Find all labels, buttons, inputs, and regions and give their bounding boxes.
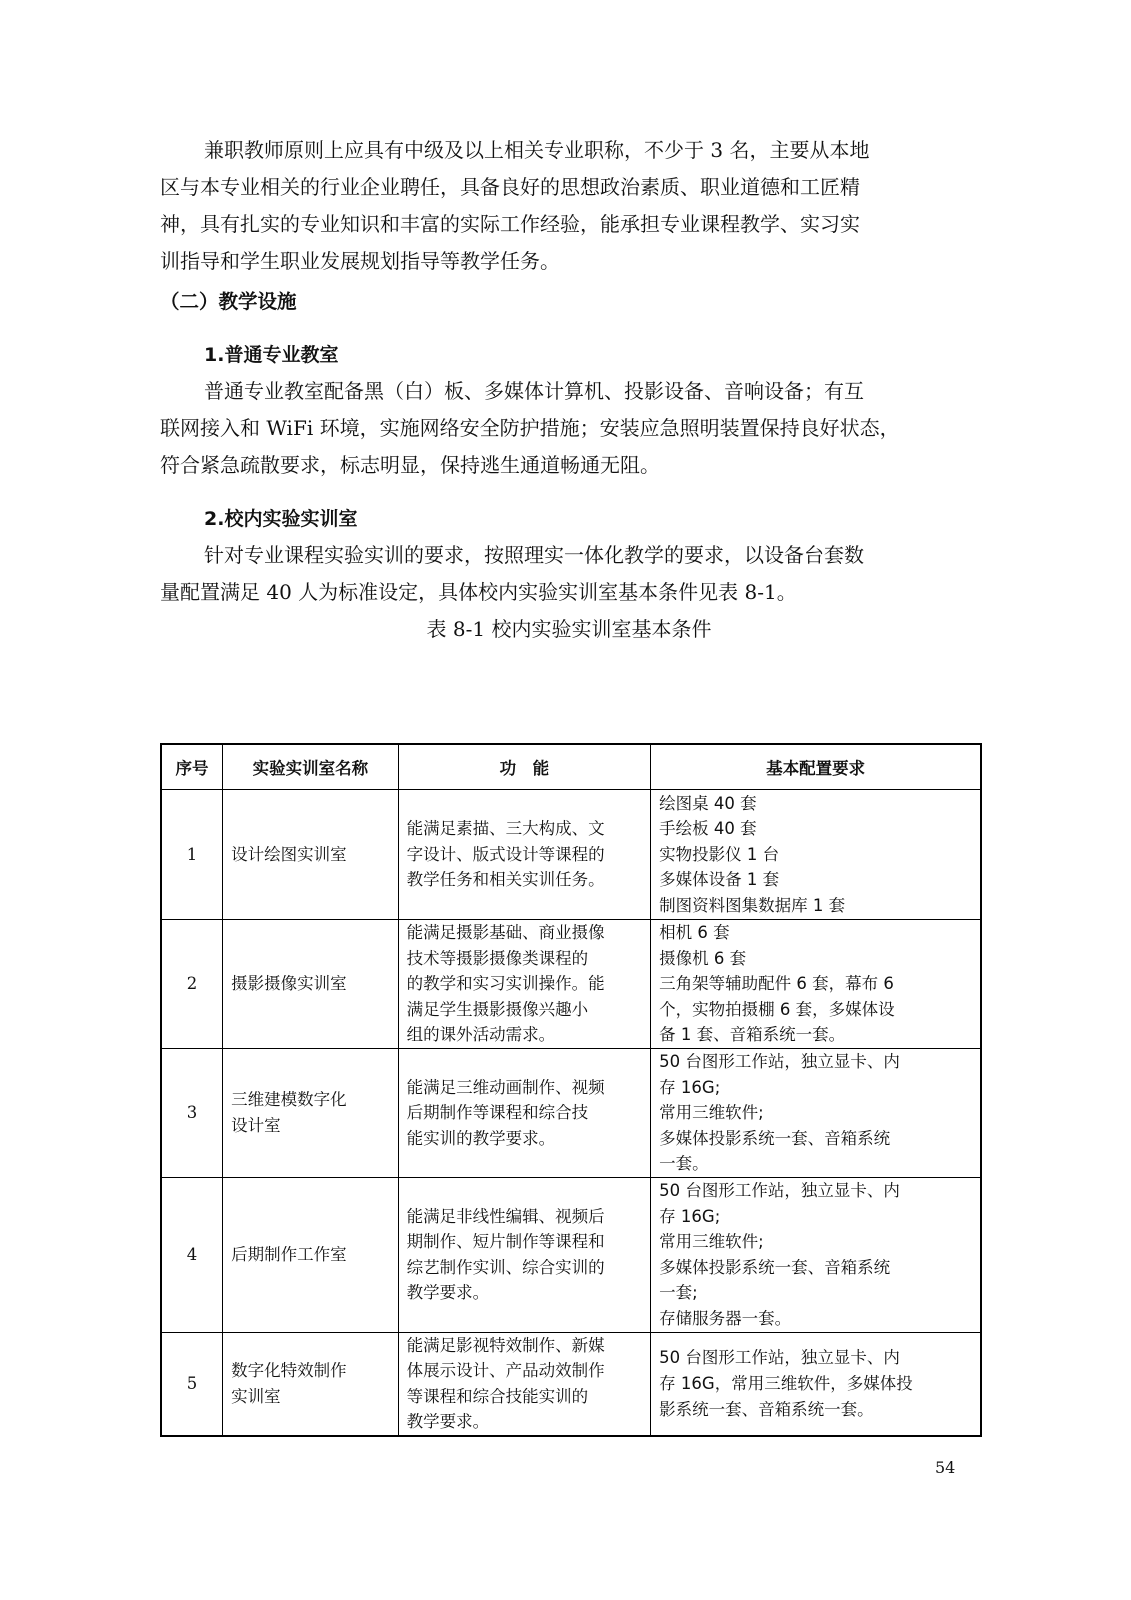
subsection-heading-2: 2.校内实验实训室 — [204, 508, 358, 530]
function-line: 能满足素描、三大构成、文 — [406, 819, 605, 839]
section-heading: （二）教学设施 — [160, 290, 297, 313]
intro-line: 区与本专业相关的行业企业聘任，具备良好的思想政治素质、职业道德和工匠精 — [160, 175, 860, 199]
function-line: 组的课外活动需求。 — [406, 1025, 556, 1045]
name-line: 实训室 — [231, 1386, 281, 1406]
function-line: 期制作、短片制作等课程和 — [406, 1232, 605, 1252]
requirement-line: 多媒体投影系统一套、音箱系统 — [659, 1257, 891, 1277]
classroom-line: 普通专业教室配备黑（白）板、多媒体计算机、投影设备、音响设备；有互 — [204, 379, 864, 403]
intro-line: 兼职教师原则上应具有中级及以上相关专业职称，不少于 3 名，主要从本地 — [204, 138, 870, 162]
requirement-line: 多媒体投影系统一套、音箱系统 — [659, 1128, 891, 1148]
table-row — [161, 920, 981, 1049]
table-row — [161, 1048, 981, 1177]
row-lab-name — [223, 1048, 399, 1177]
row-requirements — [651, 1048, 981, 1177]
function-line: 能满足三维动画制作、视频 — [406, 1077, 605, 1097]
function-line: 能满足摄影基础、商业摄像 — [406, 923, 605, 942]
row-function — [398, 790, 651, 920]
name-line: 数字化特效制作 — [231, 1361, 347, 1381]
page-body — [160, 132, 978, 642]
name-line: 设计绘图实训室 — [231, 844, 347, 864]
row-number: 4 — [161, 1177, 223, 1332]
header-lab-name: 实验实训室名称 — [223, 744, 399, 790]
requirement-line: 一套; — [659, 1283, 698, 1303]
requirement-line: 制图资料图集数据库 1 套 — [659, 895, 846, 915]
name-line: 三维建模数字化 — [231, 1090, 347, 1110]
requirement-line: 一套。 — [659, 1154, 709, 1174]
row-number: 1 — [161, 790, 223, 920]
requirement-line: 备 1 套、音箱系统一套。 — [659, 1025, 846, 1045]
name-line: 后期制作工作室 — [231, 1244, 347, 1264]
page-number: 54 — [935, 1458, 956, 1477]
function-line: 后期制作等课程和综合技 — [406, 1103, 589, 1123]
requirement-line: 常用三维软件; — [659, 1232, 764, 1252]
requirement-line: 存 16G; — [659, 1206, 721, 1226]
table-row — [161, 1177, 981, 1332]
row-lab-name — [223, 1177, 399, 1332]
lab-line: 针对专业课程实验实训的要求，按照理实一体化教学的要求，以设备台套数 — [204, 543, 864, 567]
intro-paragraph — [160, 132, 978, 280]
row-lab-name — [223, 920, 399, 1049]
row-function — [398, 1177, 651, 1332]
function-line: 教学要求。 — [406, 1283, 490, 1303]
classroom-line: 符合紧急疏散要求，标志明显，保持逃生通道畅通无阻。 — [160, 453, 660, 477]
header-function: 功 能 — [398, 744, 651, 790]
name-line: 设计室 — [231, 1115, 281, 1135]
subsection-heading-1: 1.普通专业教室 — [204, 344, 339, 366]
function-line: 技术等摄影摄像类课程的 — [406, 948, 589, 968]
table-header-row — [161, 744, 981, 790]
function-line: 能满足非线性编辑、视频后 — [406, 1206, 605, 1226]
row-lab-name — [223, 790, 399, 920]
function-line: 教学任务和相关实训任务。 — [406, 870, 605, 890]
requirement-line: 常用三维软件; — [659, 1103, 764, 1123]
row-number: 5 — [161, 1332, 223, 1436]
lab-line: 量配置满足 40 人为标准设定，具体校内实验实训室基本条件见表 8-1。 — [160, 580, 797, 604]
requirement-line: 50 台图形工作站，独立显卡、内 — [659, 1180, 900, 1200]
row-requirements — [651, 1177, 981, 1332]
function-line: 的教学和实习实训操作。能 — [406, 974, 605, 994]
header-number: 序号 — [161, 744, 223, 790]
classroom-line: 联网接入和 WiFi 环境，实施网络安全防护措施；安装应急照明装置保持良好状态， — [160, 416, 900, 440]
lab-paragraph — [160, 537, 978, 611]
requirement-line: 三角架等辅助配件 6 套，幕布 6 — [659, 974, 894, 994]
function-line: 字设计、版式设计等课程的 — [406, 844, 605, 864]
row-function — [398, 920, 651, 1049]
row-number: 3 — [161, 1048, 223, 1177]
table-caption: 表 8-1 校内实验实训室基本条件 — [426, 617, 712, 641]
requirement-line: 实物投影仪 1 台 — [659, 844, 780, 864]
function-line: 体展示设计、产品动效制作 — [406, 1361, 605, 1381]
function-line: 能实训的教学要求。 — [406, 1128, 556, 1148]
requirement-line: 绘图桌 40 套 — [659, 793, 757, 813]
table-row — [161, 790, 981, 920]
function-line: 等课程和综合技能实训的 — [406, 1386, 589, 1406]
requirement-line: 50 台图形工作站，独立显卡、内 — [659, 1348, 900, 1368]
row-function — [398, 1048, 651, 1177]
requirement-line: 存 16G，常用三维软件，多媒体投 — [659, 1373, 913, 1393]
intro-line: 训指导和学生职业发展规划指导等教学任务。 — [160, 249, 560, 273]
name-line: 摄影摄像实训室 — [231, 974, 347, 994]
function-line: 教学要求。 — [406, 1412, 490, 1432]
row-function — [398, 1332, 651, 1436]
requirement-line: 手绘板 40 套 — [659, 819, 757, 839]
row-requirements — [651, 1332, 981, 1436]
header-requirements: 基本配置要求 — [651, 744, 981, 790]
table-row — [161, 1332, 981, 1436]
requirement-line: 影系统一套、音箱系统一套。 — [659, 1399, 874, 1419]
requirement-line: 存储服务器一套。 — [659, 1308, 792, 1328]
row-requirements — [651, 920, 981, 1049]
requirement-line: 多媒体设备 1 套 — [659, 870, 780, 890]
lab-conditions-table — [160, 743, 982, 1437]
function-line: 满足学生摄影摄像兴趣小 — [406, 999, 589, 1019]
requirement-line: 摄像机 6 套 — [659, 948, 747, 968]
row-requirements — [651, 790, 981, 920]
requirement-line: 50 台图形工作站，独立显卡、内 — [659, 1051, 900, 1071]
requirement-line: 个，实物拍摄棚 6 套，多媒体设 — [659, 999, 895, 1019]
intro-line: 神，具有扎实的专业知识和丰富的实际工作经验，能承担专业课程教学、实习实 — [160, 212, 860, 236]
row-number: 2 — [161, 920, 223, 1049]
requirement-line: 存 16G; — [659, 1077, 721, 1097]
requirement-line: 相机 6 套 — [659, 923, 730, 942]
function-line: 综艺制作实训、综合实训的 — [406, 1257, 605, 1277]
classroom-paragraph — [160, 373, 978, 484]
function-line: 能满足影视特效制作、新媒 — [406, 1335, 605, 1355]
row-lab-name — [223, 1332, 399, 1436]
